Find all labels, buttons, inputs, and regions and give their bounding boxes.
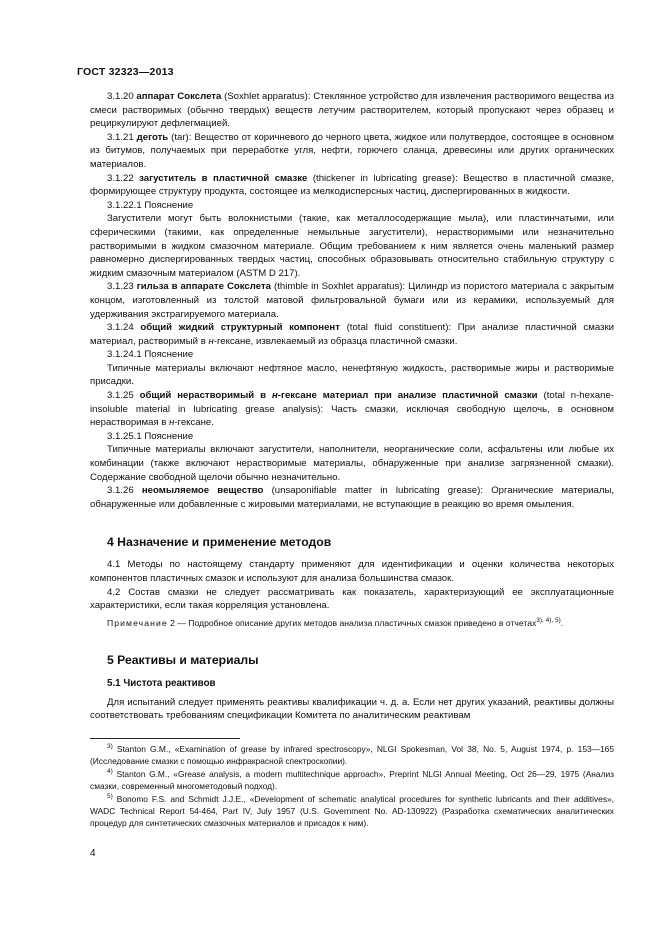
definition-text: (thimble in Soxhlet apparatus): Цилиндр из пористого материала с закрытым концом, изготовленный из толстой матовой фильтровальной бумаги или из керамики, используемый для удерживания экстрагируемого материала. — [90, 281, 614, 320]
definition-text: (total n-hexane-insoluble material in lubricating grease analysis): Часть смазки, исключая свободную щелочь, в основном нерастворимая в — [90, 390, 614, 429]
note-refs: 3), 4), 5) — [536, 616, 561, 624]
footnote-mark: 5) — [107, 793, 113, 801]
italic-n: н — [271, 390, 278, 402]
definition-3-1-22 — [90, 172, 614, 199]
note-label: Примечание — [107, 617, 168, 628]
explanation-text-3-1-22-1: Загустители могут быть волокнистыми (такие, как металлосодержащие мыла), или пластинчатыми, или сферическими (такими, как определенные немыльные загустители), нерастворимыми или незначительно растворимыми в жидком смазочном материале. Общим требованием к ним является очень маленький размер равномерно диспергированных твердых частиц, способных образовывать относительно стабильную структуру с жидким смазочным материалом (ASTM D 217). — [90, 213, 614, 279]
definition-3-1-20 — [90, 90, 614, 131]
paragraph-4-1: 4.1 Методы по настоящему стандарту применяют для идентификации и оценки количества некоторых компонентов пластичных смазок и используют для анализа большинства смазок. — [90, 559, 614, 584]
explanation-label-3-1-24-1: 3.1.24.1 Пояснение — [107, 349, 194, 361]
definition-3-1-21 — [90, 131, 614, 172]
footnote-divider — [90, 738, 240, 739]
definition-number: 3.1.25 — [107, 390, 134, 402]
definition-text: (total fluid constituent): При анализе пластичной смазки материал, растворимый в — [90, 322, 615, 347]
footnote-mark: 3) — [107, 743, 113, 751]
note-text: 2 — Подробное описание других методов анализа пластичных смазок приведено в отчетах — [167, 617, 537, 628]
paragraph-4-2: 4.2 Состав смазки не следует рассматривать как показатель, характеризующий ее эксплуатационные характеристики, если такая корреляция установлена. — [90, 586, 614, 612]
page-header-standard: ГОСТ 32323—2013 — [77, 66, 174, 78]
footnote-4 — [90, 769, 614, 792]
definition-number: 3.1.26 — [107, 485, 134, 497]
definition-3-1-25 — [90, 389, 614, 430]
explanation-label-3-1-22-1: 3.1.22.1 Пояснение — [107, 199, 194, 211]
footnote-text: Stanton G.M., «Grease analysis, a modern multitechnique approach», Preprint NLGI Annual Meeting, Oct 26—29, 1975 (Анализ смазки, современный многометодовый подход). — [90, 769, 614, 791]
explanation-text-3-1-25-1: Типичные материалы включают загустители, наполнители, неорганические соли, асфальтены или любые их комбинации (также включают нерастворимые материалы, обнаруженные при анализе загрязненной смазки). Содержание свободной щелочи обычно незначительно. — [90, 444, 614, 483]
definition-term: деготь — [136, 131, 169, 143]
definition-term: неомыляемое вещество — [141, 485, 264, 497]
definition-text: (thickener in lubricating grease): Вещество в пластичной смазке, формирующее структуру продукта, состоящее из мелкодисперсных частиц, диспергированных в жидкости. — [90, 172, 615, 198]
footnote-text: Stanton G.M., «Examination of grease by infrared spectroscopy», NLGI Spokesman, Vol 38, No. 5, August 1974, p. 153—165 (Исследование смазки с помощью инфракрасной спектроскопии). — [90, 744, 614, 766]
paragraph-5-1: Для испытаний следует применять реактивы квалификации ч. д. а. Если нет других указаний, реактивы должны соответствовать требованиям спецификации Комитета по аналитическим реактивам — [90, 696, 614, 722]
definition-3-1-24 — [90, 321, 614, 348]
footnote-3 — [90, 744, 614, 767]
footnotes — [90, 744, 614, 831]
definition-term: общий жидкий структурный компонент — [140, 322, 340, 334]
definition-number: 3.1.22 — [107, 172, 134, 184]
definition-3-1-26 — [90, 484, 614, 511]
definition-number: 3.1.23 — [107, 281, 134, 293]
definition-text: (unsaponifiable matter in lubricating grease): Органические материалы, обнаруженные или добавленные с жировыми материалами, не вступающие в реакцию во время омыления. — [90, 485, 615, 510]
definition-text-end: -гексане, извлекаемый из образца пластичной смазки. — [213, 335, 458, 347]
subsection-heading-5-1: 5.1 Чистота реактивов — [107, 677, 216, 689]
definition-term — [140, 390, 538, 401]
note-2 — [90, 617, 614, 629]
explanation-text-3-1-24-1: Типичные материалы включают нефтяное масло, ненефтяную жидкость, растворимые жиры и растворимые присадки. — [90, 362, 614, 388]
definition-text-end: -гексане. — [174, 417, 214, 429]
italic-n: н — [169, 417, 175, 429]
footnote-text: Bonomo F.S. and Schmidt J.J.E., «Development of schematic analytical procedures for synthetic lubricants and their additives», WADC Technical Report 54-464, Part IV, July 1957 (U.S. Government No. AD-130922) (Разработка схематических аналитических процедур для синтетических смазочных материалов и присадок к ним). — [90, 794, 614, 828]
footnote-mark: 4) — [107, 768, 113, 776]
explanation-label-3-1-25-1: 3.1.25.1 Пояснение — [107, 430, 194, 442]
definition-text: (Soxhlet apparatus): Стеклянное устройство для извлечения растворимого вещества из смеси растворимых (обычно твердых) веществ летучим растворителем, который пропускают через образец и рециркулируют дефлегмацией. — [90, 91, 614, 130]
definition-text: (tar): Вещество от коричневого до черного цвета, жидкое или полутвердое, состоящее в основном из битумов, получаемых при переработке угля, нефти, горючего сланца, древесины или других органических материалов. — [90, 131, 615, 170]
section-heading-5: 5 Реактивы и материалы — [107, 652, 259, 667]
footnote-5 — [90, 794, 614, 829]
italic-n: н — [208, 335, 214, 347]
definition-number: 3.1.20 — [107, 91, 134, 102]
definition-term: загуститель в пластичной смазке — [139, 172, 308, 184]
definition-number: 3.1.24 — [107, 322, 134, 334]
page-number: 4 — [90, 848, 96, 859]
note-end: . — [560, 617, 564, 628]
term-part: -гексане материал при анализе пластичной смазки — [277, 390, 538, 402]
definition-3-1-23 — [90, 280, 614, 321]
page-body — [90, 90, 614, 723]
section-heading-4: 4 Назначение и применение методов — [107, 535, 332, 550]
definition-term: аппарат Сокслета — [136, 91, 222, 102]
definition-number: 3.1.21 — [107, 131, 134, 143]
term-part: общий нерастворимый в — [139, 390, 272, 402]
definition-term: гильза в аппарате Сокслета — [136, 281, 271, 293]
